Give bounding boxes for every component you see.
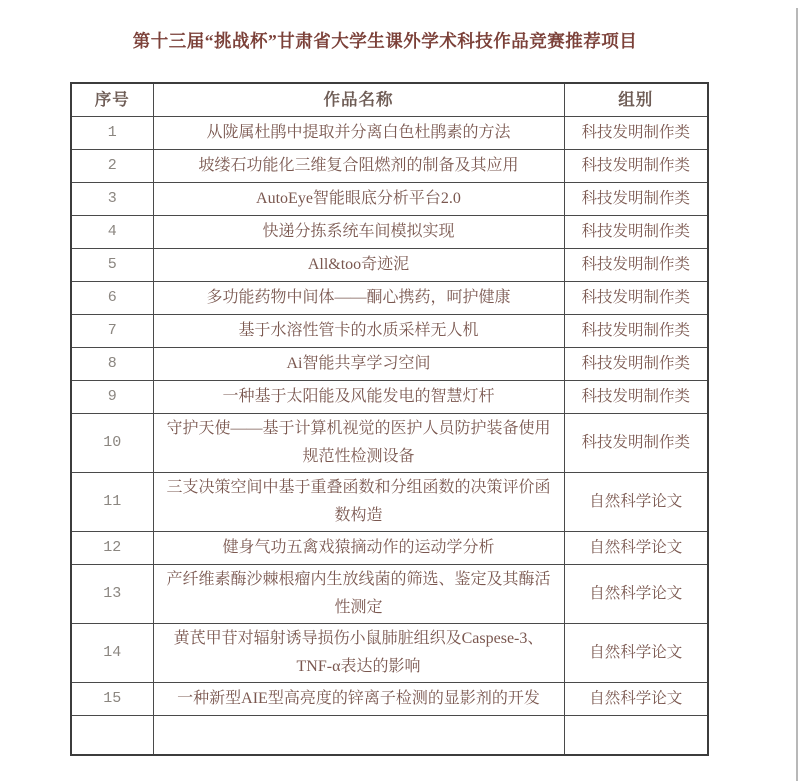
column-header-group: 组别 — [564, 83, 708, 116]
table-cell-name: 多功能药物中间体——酮心携药，呵护健康 — [153, 281, 564, 314]
table-cell-group: 自然科学论文 — [564, 623, 708, 682]
table-row — [71, 531, 708, 564]
table-cell-name: 基于水溶性管卡的水质采样无人机 — [153, 314, 564, 347]
table-body — [71, 116, 708, 755]
page-edge-divider — [796, 8, 798, 781]
column-header-index: 序号 — [71, 83, 153, 116]
table-row — [71, 380, 708, 413]
table-cell-index: 13 — [71, 564, 153, 623]
table-cell-index: 8 — [71, 347, 153, 380]
table-cell-index: 9 — [71, 380, 153, 413]
table-cell-group: 科技发明制作类 — [564, 380, 708, 413]
table-cell-group: 自然科学论文 — [564, 472, 708, 531]
table-cell-index: 3 — [71, 182, 153, 215]
table-cell-name: All&too奇迹泥 — [153, 248, 564, 281]
table-row — [71, 116, 708, 149]
table-cell-index: 6 — [71, 281, 153, 314]
table-cell-group: 科技发明制作类 — [564, 314, 708, 347]
table-cell-name: 健身气功五禽戏猿摘动作的运动学分析 — [153, 531, 564, 564]
table-cell-group: 科技发明制作类 — [564, 281, 708, 314]
table-cell-name: 从陇属杜鹃中提取并分离白色杜鹃素的方法 — [153, 116, 564, 149]
table-cell-group: 自然科学论文 — [564, 531, 708, 564]
table-row — [71, 413, 708, 472]
table-cell-empty — [564, 715, 708, 755]
table-cell-name: 守护天使——基于计算机视觉的医护人员防护装备使用规范性检测设备 — [153, 413, 564, 472]
table-cell-name: 快递分拣系统车间模拟实现 — [153, 215, 564, 248]
table-cell-index: 1 — [71, 116, 153, 149]
table-cell-empty — [153, 715, 564, 755]
table-cell-name: 坡缕石功能化三维复合阻燃剂的制备及其应用 — [153, 149, 564, 182]
table-cell-index: 11 — [71, 472, 153, 531]
table-row — [71, 215, 708, 248]
table-cell-name: Ai智能共享学习空间 — [153, 347, 564, 380]
table-row — [71, 347, 708, 380]
table-cell-name: 产纤维素酶沙棘根瘤内生放线菌的筛选、鉴定及其酶活性测定 — [153, 564, 564, 623]
table-row — [71, 472, 708, 531]
table-row — [71, 564, 708, 623]
table-cell-index: 14 — [71, 623, 153, 682]
table-row — [71, 182, 708, 215]
table-row — [71, 149, 708, 182]
table-cell-group: 科技发明制作类 — [564, 182, 708, 215]
table-row — [71, 281, 708, 314]
column-header-name: 作品名称 — [153, 83, 564, 116]
table-cell-index: 5 — [71, 248, 153, 281]
table-cell-index: 15 — [71, 682, 153, 715]
table-cell-group: 科技发明制作类 — [564, 149, 708, 182]
table-cell-name: 一种新型AIE型高亮度的锌离子检测的显影剂的开发 — [153, 682, 564, 715]
table-row — [71, 248, 708, 281]
table-cell-name: 三支决策空间中基于重叠函数和分组函数的决策评价函数构造 — [153, 472, 564, 531]
table-row — [71, 314, 708, 347]
table-header — [71, 83, 708, 116]
table-cell-group: 科技发明制作类 — [564, 347, 708, 380]
table-cell-index: 7 — [71, 314, 153, 347]
table-row — [71, 623, 708, 682]
table-cell-name: 黄芪甲苷对辐射诱导损伤小鼠肺脏组织及Caspese-3、TNF-α表达的影响 — [153, 623, 564, 682]
table-cell-index: 10 — [71, 413, 153, 472]
table-cell-empty — [71, 715, 153, 755]
table-cell-group: 科技发明制作类 — [564, 215, 708, 248]
table-cell-group: 自然科学论文 — [564, 682, 708, 715]
table-header-row — [71, 83, 708, 116]
table-cell-group: 科技发明制作类 — [564, 116, 708, 149]
table-cell-group: 自然科学论文 — [564, 564, 708, 623]
table-row — [71, 682, 708, 715]
table-cell-name: AutoEye智能眼底分析平台2.0 — [153, 182, 564, 215]
table-cell-group: 科技发明制作类 — [564, 413, 708, 472]
recommended-projects-table — [70, 82, 709, 756]
page-title: 第十三届“挑战杯”甘肃省大学生课外学术科技作品竞赛推荐项目 — [132, 31, 638, 51]
table-cell-name: 一种基于太阳能及风能发电的智慧灯杆 — [153, 380, 564, 413]
table-row-partial — [71, 715, 708, 755]
table-cell-index: 2 — [71, 149, 153, 182]
table-cell-index: 12 — [71, 531, 153, 564]
table-cell-group: 科技发明制作类 — [564, 248, 708, 281]
table-cell-index: 4 — [71, 215, 153, 248]
